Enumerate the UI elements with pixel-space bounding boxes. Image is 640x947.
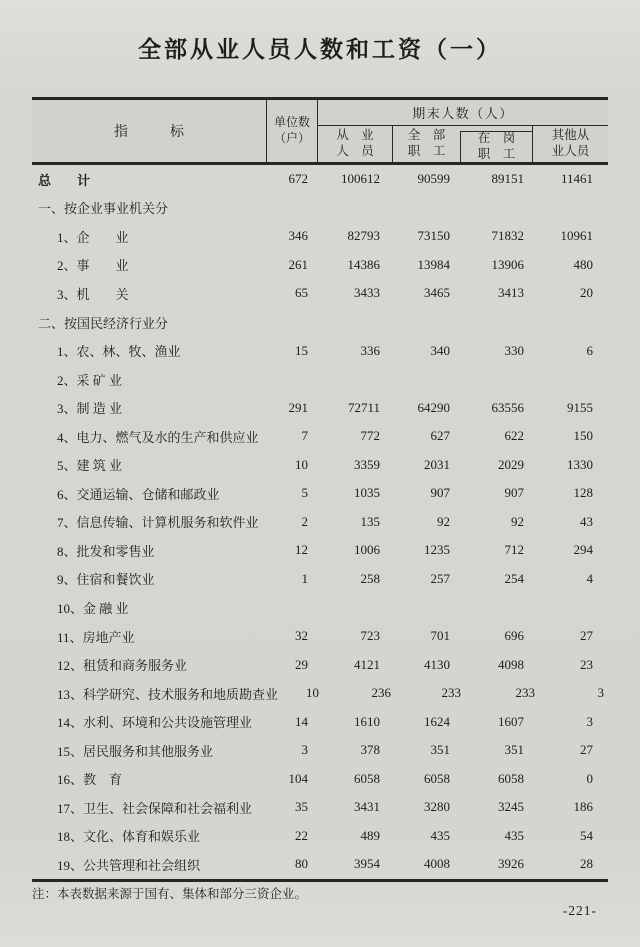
row-label: 1、企 业 (57, 229, 129, 245)
page-number: -221- (562, 903, 597, 918)
onduty-cell: 435 (504, 827, 524, 843)
employed-cell: 3954 (354, 856, 380, 872)
units-header-line2: （户） (273, 131, 310, 145)
units-cell: 291 (288, 399, 308, 415)
staff-cell: 701 (430, 628, 450, 644)
employed-cell: 258 (360, 570, 380, 586)
onduty-cell: 92 (511, 513, 524, 529)
staff-cell: 257 (430, 570, 450, 586)
employed-cell: 100612 (341, 171, 380, 187)
other-cell: 0 (586, 770, 593, 786)
employed-cell: 489 (360, 827, 380, 843)
units-cell: 80 (295, 856, 308, 872)
staff-cell: 6058 (424, 770, 450, 786)
onduty-cell: 622 (504, 428, 524, 444)
employed-persons-column-header (318, 126, 393, 162)
table-row (32, 508, 608, 537)
page-title: 全部从业人员人数和工资（一） (138, 37, 502, 62)
row-label: 总 计 (38, 172, 91, 188)
table-row (32, 279, 608, 308)
employed-cell: 772 (360, 428, 380, 444)
staff-cell: 1624 (424, 713, 450, 729)
staff-cell: 435 (430, 827, 450, 843)
onduty-nested-box (460, 131, 532, 162)
row-label: 7、信息传输、计算机服务和软件业 (57, 515, 259, 531)
row-label: 2、采 矿 业 (57, 372, 123, 388)
units-cell: 65 (295, 285, 308, 301)
row-label: 16、教 育 (57, 772, 123, 788)
table-row (32, 450, 608, 479)
employed-cell: 14386 (347, 256, 380, 272)
onduty-cell: 3245 (498, 799, 524, 815)
table-row (32, 479, 608, 508)
other-cell: 6 (586, 342, 593, 358)
staff-cell: 92 (437, 513, 450, 529)
table-row (32, 336, 608, 365)
row-label: 2、事 业 (57, 258, 129, 274)
other-header-line2: 业人员 (551, 144, 590, 158)
row-label: 11、房地产业 (57, 629, 135, 645)
employed-cell: 378 (360, 742, 380, 758)
row-label: 12、租赁和商务服务业 (57, 658, 188, 674)
employed-cell: 723 (360, 628, 380, 644)
onduty-cell: 254 (504, 570, 524, 586)
employment-table (32, 97, 608, 882)
other-cell: 23 (580, 656, 593, 672)
row-label: 14、水利、环境和公共设施管理业 (57, 715, 253, 731)
employed-cell: 1006 (354, 542, 380, 558)
table-row (32, 251, 608, 280)
onduty-cell: 71832 (491, 228, 524, 244)
table-row (32, 194, 608, 223)
staff-cell: 2031 (424, 456, 450, 472)
other-cell: 294 (573, 542, 593, 558)
table-row (32, 536, 608, 565)
table-row (32, 679, 608, 708)
units-cell: 12 (295, 542, 308, 558)
other-cell: 3 (597, 685, 605, 701)
units-column-header (267, 100, 318, 162)
table-header (32, 97, 608, 165)
staff-cell: 3280 (424, 799, 450, 815)
table-row (32, 707, 608, 736)
other-cell: 54 (580, 827, 593, 843)
sub-header-row (318, 125, 608, 162)
row-label: 二、按国民经济行业分 (38, 315, 169, 331)
staff-cell: 64290 (417, 399, 450, 415)
other-cell: 27 (580, 742, 593, 758)
table-row (32, 650, 608, 679)
units-cell: 104 (288, 770, 308, 786)
staff-cell: 340 (430, 342, 450, 358)
table-row (32, 422, 608, 451)
other-cell: 11461 (560, 171, 593, 187)
units-cell: 7 (301, 428, 308, 444)
onduty-cell: 907 (504, 485, 524, 501)
employed-cell: 72711 (347, 399, 380, 415)
staff-cell: 90599 (417, 171, 450, 187)
staff-cell: 1235 (424, 542, 450, 558)
other-cell: 28 (580, 856, 593, 872)
table-row (32, 622, 608, 651)
all-staff-column-header (393, 126, 460, 162)
employed-cell: 236 (371, 685, 392, 701)
staff-cell: 4008 (424, 856, 450, 872)
other-cell: 43 (580, 513, 593, 529)
units-cell: 5 (301, 485, 308, 501)
units-cell: 14 (295, 713, 308, 729)
table-row (32, 222, 608, 251)
staff-cell: 351 (430, 742, 450, 758)
staff-cell: 233 (441, 685, 462, 701)
units-cell: 1 (301, 570, 308, 586)
employed-cell: 135 (360, 513, 380, 529)
other-cell: 128 (573, 485, 593, 501)
units-cell: 672 (288, 171, 308, 187)
onduty-header-line2: 职 工 (477, 147, 516, 161)
table-row (32, 593, 608, 622)
row-label: 3、制 造 业 (57, 401, 123, 417)
other-cell: 1330 (567, 456, 593, 472)
units-cell: 10 (306, 685, 320, 701)
employed-header-line1: 从 业 (336, 128, 374, 143)
staff-header-line1: 全 部 (407, 128, 446, 143)
table-row (32, 850, 608, 879)
table-row (32, 393, 608, 422)
units-cell: 261 (288, 256, 308, 272)
onduty-cell: 89151 (491, 171, 524, 187)
other-cell: 10961 (560, 228, 593, 244)
period-count-group (318, 100, 608, 162)
onduty-staff-column-header (460, 126, 533, 162)
employed-cell: 336 (360, 342, 380, 358)
staff-cell: 4130 (424, 656, 450, 672)
row-label: 15、居民服务和其他服务业 (57, 743, 214, 759)
onduty-cell: 712 (504, 542, 524, 558)
staff-cell: 907 (430, 485, 450, 501)
staff-cell: 3465 (424, 285, 450, 301)
onduty-cell: 13906 (491, 256, 524, 272)
onduty-cell: 351 (504, 742, 524, 758)
employed-cell: 82793 (347, 228, 380, 244)
units-cell: 3 (301, 742, 308, 758)
staff-header-line2: 职 工 (407, 144, 446, 158)
table-row (32, 793, 608, 822)
employed-cell: 3433 (354, 285, 380, 301)
onduty-header-line1: 在 岗 (477, 131, 516, 146)
table-row (32, 736, 608, 765)
employed-cell: 3359 (354, 456, 380, 472)
row-label: 10、金 融 业 (57, 600, 129, 616)
onduty-cell: 4098 (498, 656, 524, 672)
other-cell: 20 (580, 285, 593, 301)
onduty-cell: 6058 (498, 770, 524, 786)
row-label: 13、科学研究、技术服务和地质勘查业 (57, 686, 279, 702)
other-cell: 150 (573, 428, 593, 444)
units-cell: 2 (301, 513, 308, 529)
table-row (32, 365, 608, 394)
onduty-cell: 3926 (498, 856, 524, 872)
units-cell: 10 (295, 456, 308, 472)
indicator-column-header: 指 标 (32, 100, 267, 162)
table-body (32, 165, 608, 882)
employed-cell: 3431 (354, 799, 380, 815)
row-label: 一、按企业事业机关分 (38, 201, 169, 217)
units-cell: 15 (295, 342, 308, 358)
other-employed-column-header (533, 126, 608, 162)
row-label: 9、住宿和餐饮业 (57, 572, 155, 588)
other-cell: 27 (580, 628, 593, 644)
row-label: 6、交通运输、仓储和邮政业 (57, 486, 220, 502)
row-label: 3、机 关 (57, 286, 129, 302)
row-label: 8、批发和零售业 (57, 543, 155, 559)
onduty-cell: 3413 (498, 285, 524, 301)
onduty-cell: 233 (515, 685, 536, 701)
row-label: 4、电力、燃气及水的生产和供应业 (57, 429, 259, 445)
employed-cell: 6058 (354, 770, 380, 786)
onduty-cell: 1607 (498, 713, 524, 729)
employed-header-line2: 人 员 (336, 144, 374, 158)
units-cell: 346 (288, 228, 308, 244)
other-cell: 3 (586, 713, 593, 729)
units-header-line1: 单位数 (273, 115, 310, 130)
onduty-cell: 63556 (491, 399, 524, 415)
period-count-group-header: 期末人数（人） (412, 106, 514, 121)
units-cell: 35 (295, 799, 308, 815)
other-cell: 4 (586, 570, 593, 586)
employed-cell: 4121 (354, 656, 380, 672)
employed-cell: 1035 (354, 485, 380, 501)
other-header-line1: 其他从 (551, 128, 590, 143)
other-cell: 9155 (567, 399, 593, 415)
employed-cell: 1610 (354, 713, 380, 729)
onduty-cell: 2029 (498, 456, 524, 472)
table-row (32, 822, 608, 851)
staff-cell: 73150 (417, 228, 450, 244)
staff-cell: 627 (430, 428, 450, 444)
row-label: 19、公共管理和社会组织 (57, 857, 201, 873)
staff-cell: 13984 (417, 256, 450, 272)
onduty-cell: 696 (504, 628, 524, 644)
other-cell: 186 (573, 799, 593, 815)
table-row (32, 308, 608, 337)
table-note: 注：本表数据来源于国有、集体和部分三资企业。 (32, 887, 308, 901)
row-label: 17、卫生、社会保障和社会福利业 (57, 800, 253, 816)
row-label: 18、文化、体育和娱乐业 (57, 829, 201, 845)
onduty-cell: 330 (504, 342, 524, 358)
table-row (32, 165, 608, 194)
row-label: 1、农、林、牧、渔业 (57, 344, 181, 360)
units-cell: 29 (295, 656, 308, 672)
units-cell: 32 (295, 628, 308, 644)
units-cell: 22 (295, 827, 308, 843)
table-row (32, 764, 608, 793)
other-cell: 480 (573, 256, 593, 272)
table-row (32, 565, 608, 594)
row-label: 5、建 筑 业 (57, 458, 123, 474)
